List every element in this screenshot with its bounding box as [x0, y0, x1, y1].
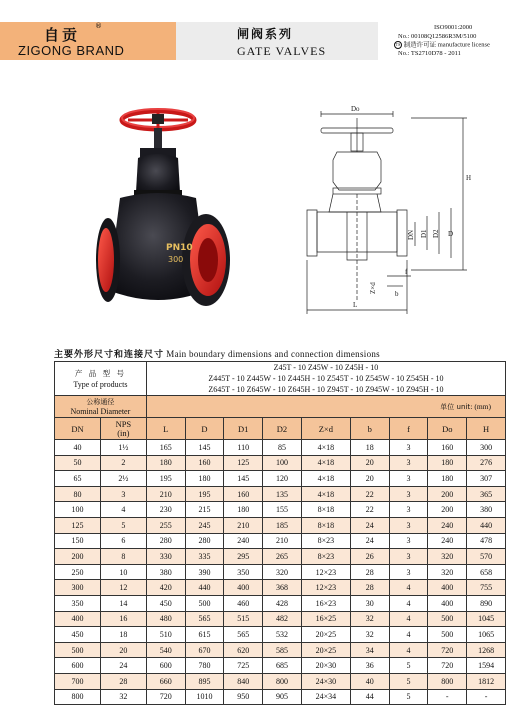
table-cell: 24×30: [301, 673, 350, 689]
table-cell: 480: [146, 611, 185, 627]
header-h: H: [467, 418, 506, 440]
series-title-en: GATE VALVES: [237, 44, 327, 58]
table-cell: 280: [185, 533, 224, 549]
table-row: [55, 471, 506, 487]
table-cell: 210: [263, 533, 302, 549]
table-cell: 1010: [185, 689, 224, 705]
table-cell: 4: [389, 611, 428, 627]
table-cell: 160: [224, 486, 263, 502]
models-line-1: Z45T - 10 Z45W - 10 Z45H - 10: [273, 363, 379, 372]
table-cell: 1594: [467, 658, 506, 674]
table-cell: 515: [224, 611, 263, 627]
table-cell: 800: [428, 673, 467, 689]
table-cell: 20×25: [301, 642, 350, 658]
table-cell: 180: [185, 471, 224, 487]
label-d: D: [448, 230, 454, 238]
license-badge-icon: TS: [395, 42, 401, 47]
table-cell: 532: [263, 627, 302, 643]
table-cell: 4: [389, 580, 428, 596]
table-cell: 4×18: [301, 455, 350, 471]
table-row: [55, 673, 506, 689]
table-cell: 482: [263, 611, 302, 627]
table-row: [55, 564, 506, 580]
table-cell: 8×23: [301, 533, 350, 549]
table-cell: 180: [428, 471, 467, 487]
table-cell: 200: [428, 502, 467, 518]
table-cell: 26: [350, 549, 389, 565]
table-cell: 565: [185, 611, 224, 627]
table-row: [55, 689, 506, 705]
table-cell: 380: [146, 564, 185, 580]
table-cell: 400: [55, 611, 101, 627]
table-cell: 24: [350, 517, 389, 533]
table-cell: 620: [224, 642, 263, 658]
column-header-row: [55, 418, 506, 440]
section-title-en: Main boundary dimensions and connection dimensions: [166, 349, 380, 359]
table-cell: 215: [185, 502, 224, 518]
table-cell: 307: [467, 471, 506, 487]
table-cell: 20×25: [301, 627, 350, 643]
license-label-en: manufacture license: [437, 41, 490, 49]
table-cell: 320: [428, 549, 467, 565]
table-cell: 3: [389, 440, 428, 456]
table-cell: 32: [350, 627, 389, 643]
table-cell: 500: [55, 642, 101, 658]
table-cell: 245: [185, 517, 224, 533]
table-cell: 1065: [467, 627, 506, 643]
header-do: Do: [428, 418, 467, 440]
table-cell: 300: [467, 440, 506, 456]
table-cell: 500: [428, 627, 467, 643]
table-cell: 255: [146, 517, 185, 533]
header-d2: D2: [263, 418, 302, 440]
brand-name-cn: 自贡: [44, 26, 81, 44]
table-row: [55, 611, 506, 627]
table-cell: 5: [389, 689, 428, 705]
table-cell: 780: [185, 658, 224, 674]
table-row: [55, 580, 506, 596]
table-cell: 585: [263, 642, 302, 658]
nominal-diameter-en: Nominal Diameter: [70, 406, 131, 416]
table-cell: 1045: [467, 611, 506, 627]
table-cell: 600: [146, 658, 185, 674]
table-cell: 3: [389, 549, 428, 565]
label-l: L: [353, 301, 358, 309]
table-cell: 80: [55, 486, 101, 502]
product-label-en: Type of products: [73, 379, 128, 389]
table-cell: 3: [389, 502, 428, 518]
product-label-cell: [55, 362, 147, 396]
table-cell: 20: [350, 471, 389, 487]
table-cell: 180: [428, 455, 467, 471]
table-cell: 160: [185, 455, 224, 471]
table-cell: 380: [467, 502, 506, 518]
table-cell: 5: [389, 673, 428, 689]
dimension-table: [54, 361, 506, 705]
svg-text:300: 300: [168, 255, 184, 264]
table-cell: 20: [350, 455, 389, 471]
header-d: D: [185, 418, 224, 440]
table-cell: 905: [263, 689, 302, 705]
header-b: b: [350, 418, 389, 440]
page-header: [0, 0, 531, 62]
table-cell: 8×18: [301, 502, 350, 518]
table-cell: 34: [350, 642, 389, 658]
table-cell: 22: [350, 502, 389, 518]
series-title-cn: 闸阀系列: [237, 27, 294, 41]
table-row: [55, 455, 506, 471]
table-row: [55, 658, 506, 674]
table-cell: 3: [389, 455, 428, 471]
table-cell: 125: [224, 455, 263, 471]
table-cell: 400: [428, 580, 467, 596]
table-cell: 755: [467, 580, 506, 596]
table-cell: 3: [389, 486, 428, 502]
table-cell: 460: [224, 595, 263, 611]
table-cell: 300: [55, 580, 101, 596]
table-cell: 65: [55, 471, 101, 487]
table-cell: 210: [146, 486, 185, 502]
label-do: Do: [351, 105, 360, 113]
table-cell: 145: [224, 471, 263, 487]
table-cell: 40: [55, 440, 101, 456]
header-nps: [100, 418, 146, 440]
unit-value: (mm): [474, 401, 491, 411]
table-cell: 2: [100, 455, 146, 471]
table-cell: 44: [350, 689, 389, 705]
table-cell: 16: [100, 611, 146, 627]
table-cell: 700: [55, 673, 101, 689]
table-cell: 280: [146, 533, 185, 549]
table-cell: 100: [263, 455, 302, 471]
unit-label: 单位 unit:: [440, 402, 473, 411]
table-cell: -: [428, 689, 467, 705]
table-cell: 240: [428, 533, 467, 549]
table-cell: 5: [389, 658, 428, 674]
table-cell: 4: [389, 627, 428, 643]
nominal-diameter-row: [55, 396, 506, 418]
table-cell: 4: [389, 595, 428, 611]
header-f: f: [389, 418, 428, 440]
table-row: [55, 533, 506, 549]
nominal-diameter-cell: [55, 396, 147, 418]
brand-name-en: ZIGONG BRAND: [18, 43, 125, 58]
table-cell: 50: [55, 455, 101, 471]
table-cell: 125: [55, 517, 101, 533]
license-line: [390, 41, 530, 50]
table-cell: 16×25: [301, 611, 350, 627]
table-cell: 180: [146, 455, 185, 471]
table-cell: 450: [55, 627, 101, 643]
table-cell: 120: [263, 471, 302, 487]
table-cell: 658: [467, 564, 506, 580]
unit-cell: [146, 396, 505, 418]
table-cell: 570: [467, 549, 506, 565]
table-cell: -: [467, 689, 506, 705]
table-cell: 565: [224, 627, 263, 643]
table-cell: 14: [100, 595, 146, 611]
table-cell: 4: [100, 502, 146, 518]
table-cell: 350: [224, 564, 263, 580]
table-cell: 22: [350, 486, 389, 502]
table-cell: 600: [55, 658, 101, 674]
table-cell: 110: [224, 440, 263, 456]
table-cell: 4×18: [301, 471, 350, 487]
label-b: b: [395, 290, 399, 298]
table-cell: 240: [428, 517, 467, 533]
table-cell: 18: [350, 440, 389, 456]
table-cell: 400: [224, 580, 263, 596]
table-cell: 1½: [100, 440, 146, 456]
models-line-3: Z645T - 10 Z645W - 10 Z645H - 10 Z945T - 10 Z945W - 10 Z945H - 10: [208, 385, 444, 394]
table-cell: 320: [428, 564, 467, 580]
table-cell: 685: [263, 658, 302, 674]
table-cell: 390: [185, 564, 224, 580]
svg-text:PN10: PN10: [166, 243, 193, 253]
table-cell: 32: [100, 689, 146, 705]
table-cell: 12: [100, 580, 146, 596]
header-d1: D1: [224, 418, 263, 440]
header-l: L: [146, 418, 185, 440]
table-cell: 725: [224, 658, 263, 674]
table-cell: 890: [467, 595, 506, 611]
table-cell: 440: [185, 580, 224, 596]
table-row: [55, 642, 506, 658]
table-cell: 200: [55, 549, 101, 565]
header-nps-label: NPS: [115, 418, 132, 429]
table-cell: 365: [467, 486, 506, 502]
table-cell: 478: [467, 533, 506, 549]
table-cell: 250: [55, 564, 101, 580]
table-cell: 195: [146, 471, 185, 487]
license-number: No.: TS2710D78 - 2011: [398, 49, 461, 57]
table-cell: 276: [467, 455, 506, 471]
table-row: [55, 595, 506, 611]
table-cell: 500: [428, 611, 467, 627]
table-cell: 145: [185, 440, 224, 456]
table-cell: 100: [55, 502, 101, 518]
table-row: [55, 627, 506, 643]
label-d2: D2: [432, 229, 440, 238]
table-cell: 3: [389, 533, 428, 549]
table-cell: 895: [185, 673, 224, 689]
table-cell: 195: [185, 486, 224, 502]
table-cell: 24: [350, 533, 389, 549]
table-cell: 155: [263, 502, 302, 518]
table-cell: 2½: [100, 471, 146, 487]
table-row: [55, 502, 506, 518]
header-nps-unit: (in): [117, 427, 130, 438]
table-cell: 8: [100, 549, 146, 565]
table-cell: 24×34: [301, 689, 350, 705]
table-cell: 428: [263, 595, 302, 611]
table-cell: 670: [185, 642, 224, 658]
table-cell: 210: [224, 517, 263, 533]
table-cell: 160: [428, 440, 467, 456]
table-cell: 400: [428, 595, 467, 611]
table-cell: 660: [146, 673, 185, 689]
table-cell: 330: [146, 549, 185, 565]
table-cell: 8×23: [301, 549, 350, 565]
table-cell: 720: [146, 689, 185, 705]
table-body: [55, 440, 506, 705]
table-cell: 800: [55, 689, 101, 705]
registered-mark: ®: [95, 22, 102, 30]
label-dn: DN: [407, 229, 415, 240]
table-cell: 4×18: [301, 486, 350, 502]
table-cell: 368: [263, 580, 302, 596]
label-f: f: [405, 268, 408, 276]
gate-valve-photo: [68, 100, 243, 325]
table-cell: 1268: [467, 642, 506, 658]
table-cell: 3: [389, 471, 428, 487]
table-cell: 540: [146, 642, 185, 658]
table-cell: 840: [224, 673, 263, 689]
table-cell: 32: [350, 611, 389, 627]
table-row: [55, 486, 506, 502]
header-zxd: Z×d: [301, 418, 350, 440]
license-label-cn: 制造许可证: [403, 41, 437, 49]
table-cell: 40: [350, 673, 389, 689]
iso-number: No.: 00108Q12586R3M/5100: [398, 32, 477, 40]
label-zxd: Z×d: [369, 282, 377, 294]
certification-block: [390, 24, 530, 58]
table-cell: 8×18: [301, 517, 350, 533]
table-cell: 450: [146, 595, 185, 611]
table-cell: 135: [263, 486, 302, 502]
table-cell: 28: [100, 673, 146, 689]
table-cell: 30: [350, 595, 389, 611]
table-cell: 185: [263, 517, 302, 533]
table-cell: 335: [185, 549, 224, 565]
table-cell: 200: [428, 486, 467, 502]
table-cell: 240: [224, 533, 263, 549]
table-cell: 720: [428, 642, 467, 658]
table-cell: 295: [224, 549, 263, 565]
table-cell: 165: [146, 440, 185, 456]
table-cell: 5: [100, 517, 146, 533]
table-cell: 440: [467, 517, 506, 533]
table-cell: 85: [263, 440, 302, 456]
models-line-2: Z445T - 10 Z445W - 10 Z445H - 10 Z545T - 10 Z545W - 10 Z545H - 10: [208, 374, 444, 383]
table-row: [55, 440, 506, 456]
table-cell: 950: [224, 689, 263, 705]
table-cell: 4: [389, 642, 428, 658]
table-cell: 350: [55, 595, 101, 611]
header-dn: DN: [55, 418, 101, 440]
label-h: H: [466, 174, 472, 182]
table-row: [55, 517, 506, 533]
table-cell: 500: [185, 595, 224, 611]
table-cell: 12×23: [301, 580, 350, 596]
nominal-diameter-cn: 公称通径: [86, 397, 115, 406]
table-cell: 12×23: [301, 564, 350, 580]
section-title-cn: 主要外形尺寸和连接尺寸: [54, 350, 165, 360]
table-cell: 615: [185, 627, 224, 643]
dimension-drawing: [303, 100, 503, 322]
table-cell: 420: [146, 580, 185, 596]
iso-cert: ISO9001:2000: [434, 24, 473, 31]
table-cell: 720: [428, 658, 467, 674]
table-cell: 24: [100, 658, 146, 674]
table-cell: 3: [100, 486, 146, 502]
table-row: [55, 549, 506, 565]
table-cell: 230: [146, 502, 185, 518]
table-cell: 150: [55, 533, 101, 549]
table-cell: 3: [389, 517, 428, 533]
table-cell: 28: [350, 580, 389, 596]
table-cell: 6: [100, 533, 146, 549]
product-types-row: [55, 362, 506, 396]
table-cell: 28: [350, 564, 389, 580]
table-cell: 800: [263, 673, 302, 689]
product-models-cell: [146, 362, 505, 396]
product-label-cn: 产 品 型 号: [74, 368, 126, 378]
table-cell: 20×30: [301, 658, 350, 674]
table-cell: 180: [224, 502, 263, 518]
table-cell: 18: [100, 627, 146, 643]
table-cell: 510: [146, 627, 185, 643]
table-cell: 320: [263, 564, 302, 580]
table-cell: 10: [100, 564, 146, 580]
table-cell: 4×18: [301, 440, 350, 456]
table-cell: 1812: [467, 673, 506, 689]
table-cell: 36: [350, 658, 389, 674]
label-d1: D1: [420, 229, 428, 238]
table-cell: 20: [100, 642, 146, 658]
table-cell: 3: [389, 564, 428, 580]
table-cell: 16×23: [301, 595, 350, 611]
table-section-title: [54, 347, 380, 360]
table-cell: 265: [263, 549, 302, 565]
